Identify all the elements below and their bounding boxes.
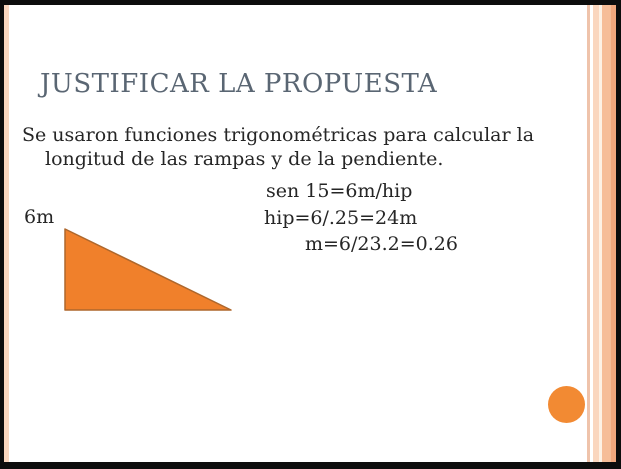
stripe-salmon — [602, 5, 611, 462]
formula-m: m=6/23.2=0.26 — [305, 233, 458, 255]
ramp-triangle-shape — [63, 227, 235, 313]
slide-title: JUSTIFICAR LA PROPUESTA — [40, 69, 438, 99]
formula-hip: hip=6/.25=24m — [264, 207, 418, 229]
ramp-triangle-svg — [63, 227, 235, 313]
body-text-line2: longitud de las rampas y de la pendiente. — [45, 148, 444, 170]
ramp-triangle-polygon — [65, 229, 231, 310]
accent-circle-shape — [548, 386, 585, 423]
right-stripe-band — [585, 5, 616, 462]
body-text-line1: Se usaron funciones trigonométricas para calcular la — [22, 124, 535, 146]
formula-sen: sen 15=6m/hip — [266, 180, 413, 202]
triangle-height-label: 6m — [24, 206, 55, 228]
left-accent-stripe — [4, 5, 9, 462]
stripe-salmon-dark — [611, 5, 616, 462]
